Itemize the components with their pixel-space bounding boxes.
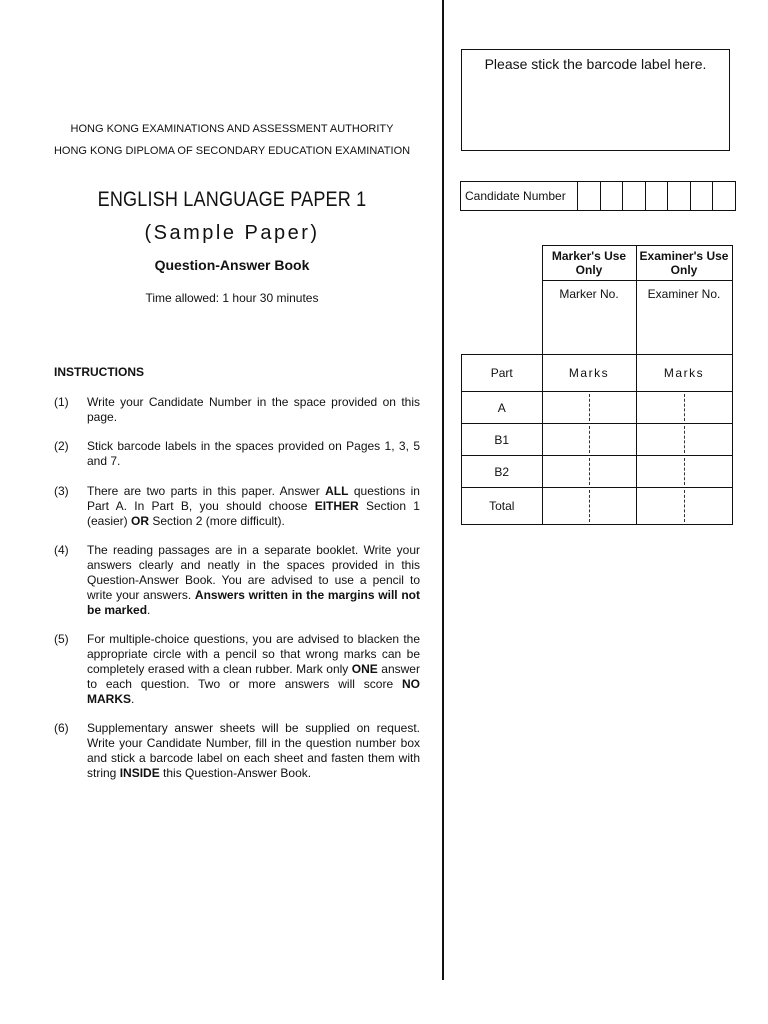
page-divider [442,0,444,980]
marker-marks-header: Marks [542,355,636,392]
part-column-header: Part [462,355,543,392]
instruction-number: (6) [54,721,69,735]
authority-header: HONG KONG EXAMINATIONS AND ASSESSMENT AUTHORITY [70,123,394,135]
marker-marks-cell[interactable] [542,424,636,456]
examiner-total-cell[interactable] [636,488,732,525]
paper-subtitle: (Sample Paper) [144,222,320,244]
instruction-number: (4) [54,543,69,557]
instruction-item [54,632,420,707]
instruction-item [54,484,420,529]
part-label: B2 [462,456,543,488]
instruction-number: (3) [54,484,69,498]
candidate-digit-box[interactable] [691,182,714,210]
part-label: A [462,392,543,424]
instruction-item [54,395,420,425]
examiner-marks-cell[interactable] [636,392,732,424]
book-title: Question-Answer Book [154,257,310,273]
instruction-text: Write your Candidate Number in the space provided on this page. [87,395,420,424]
candidate-digit-box[interactable] [578,182,601,210]
barcode-label: Please stick the barcode label here. [484,56,707,72]
instruction-text: Stick barcode labels in the spaces provided on Pages 1, 3, 5 and 7. [87,439,420,468]
instruction-text: Supplementary answer sheets will be supplied on request. Write your Candidate Number, fill in the question number box and stick a barcode label on each sheet and fasten them with string INSIDE this Question-Answer Book. [87,721,420,780]
part-label: B1 [462,424,543,456]
instruction-text: The reading passages are in a separate booklet. Write your answers clearly and neatly in the spaces provided in this Question-Answer Book. You are advised to use a pencil to write your answers. Answers written in the margins will not be marked. [87,543,420,617]
examiner-marks-cell[interactable] [636,456,732,488]
examiner-use-header: Examiner's Use Only [636,246,732,281]
barcode-box[interactable] [461,49,730,151]
instruction-text: There are two parts in this paper. Answer ALL questions in Part A. In Part B, you should choose EITHER Section 1 (easier) OR Section 2 (more difficult). [87,484,420,528]
instruction-number: (1) [54,395,69,409]
candidate-digit-box[interactable] [623,182,646,210]
marks-table [461,245,733,525]
marker-marks-cell[interactable] [542,456,636,488]
marker-marks-cell[interactable] [542,392,636,424]
instruction-item [54,721,420,781]
time-allowed: Time allowed: 1 hour 30 minutes [145,291,319,305]
instruction-text: For multiple-choice questions, you are advised to blacken the appropriate circle with a pencil so that wrong marks can be completely erased with a clean rubber. Mark only ONE answer to each question. Two or more answers will score NO MARKS. [87,632,420,706]
marker-use-header: Marker's Use Only [542,246,636,281]
examiner-number-cell[interactable]: Examiner No. [636,281,732,355]
candidate-digit-box[interactable] [713,182,735,210]
instruction-item [54,439,420,469]
marker-total-cell[interactable] [542,488,636,525]
paper-title: ENGLISH LANGUAGE PAPER 1 [97,188,367,211]
exam-header: HONG KONG DIPLOMA OF SECONDARY EDUCATION EXAMINATION [53,145,411,157]
candidate-number-field[interactable] [460,181,736,211]
instruction-number: (5) [54,632,69,646]
examiner-marks-cell[interactable] [636,424,732,456]
part-label: Total [462,488,543,525]
instruction-number: (2) [54,439,69,453]
candidate-digit-box[interactable] [646,182,669,210]
marker-number-cell[interactable]: Marker No. [542,281,636,355]
instruction-item [54,543,420,618]
instructions-heading: INSTRUCTIONS [54,365,144,379]
candidate-digit-box[interactable] [601,182,624,210]
examiner-marks-header: Marks [636,355,732,392]
candidate-number-label: Candidate Number [461,182,578,210]
candidate-digit-box[interactable] [668,182,691,210]
